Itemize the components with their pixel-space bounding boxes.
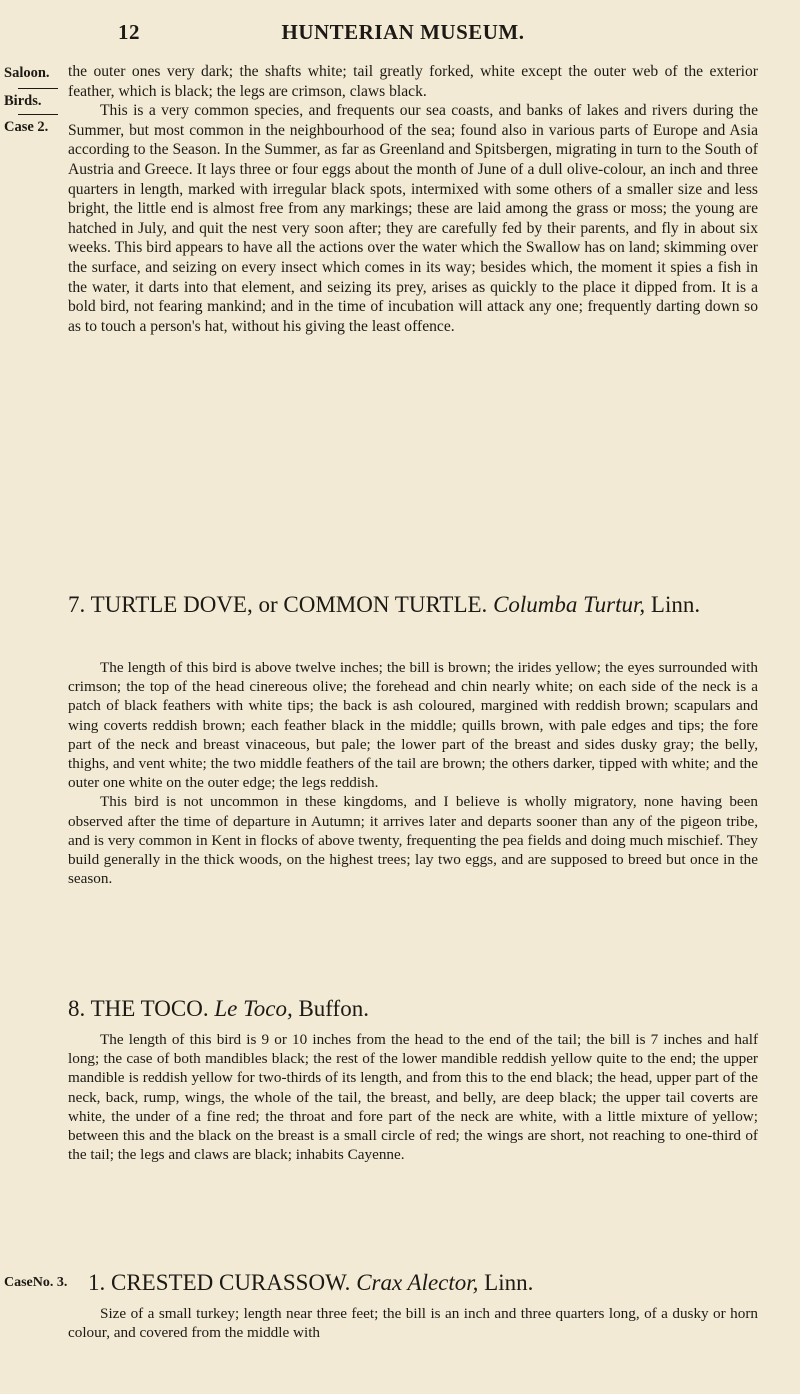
- page-number: 12: [118, 20, 140, 44]
- latin-name: Le Toco,: [214, 996, 293, 1021]
- paragraph: the outer ones very dark; the shafts white; tail greatly forked, white except the outer web of the exterior feather, which is black; the legs are crimson, claws black.: [68, 63, 758, 100]
- toco-description: [68, 1030, 758, 1164]
- species-6-description: [68, 62, 758, 336]
- paragraph: Size of a small turkey; length near three feet; the bill is an inch and three quarters long, of a dusky or horn colour, and covered from the middle with: [68, 1305, 758, 1342]
- page-header: [118, 20, 688, 50]
- heading-text: 1. CRESTED CURASSOW.: [88, 1270, 351, 1295]
- latin-name: Columba Turtur,: [493, 592, 646, 617]
- margin-note-case-number: CaseNo. 3.: [4, 1275, 68, 1290]
- margin-rule: [18, 88, 58, 89]
- turtle-dove-description: [68, 658, 758, 888]
- margin-rule: [18, 114, 58, 115]
- margin-note-birds: Birds.: [4, 93, 42, 109]
- latin-name: Crax Alector,: [356, 1270, 479, 1295]
- authority: Linn.: [484, 1270, 534, 1295]
- section-heading-turtle-dove: [68, 592, 768, 618]
- curassow-description: [68, 1304, 758, 1342]
- section-heading-curassow: [88, 1270, 788, 1296]
- paragraph: This bird is not uncommon in these kingdoms, and I believe is wholly migratory, none having been observed after the time of departure in Autumn; it arrives later and departs sooner than any of the pigeon tribe, and is very common in Kent in flocks of above twenty, frequenting the pea fields and doing much mischief. They build generally in the thick woods, on the highest trees; lay two eggs, and are supposed to breed but once in the season.: [68, 793, 758, 888]
- paragraph: The length of this bird is above twelve inches; the bill is brown; the irides yellow; the eyes surrounded with crimson; the top of the head cinereous olive; the forehead and chin nearly white; on each side of the neck is a patch of black feathers with white tips; the back is ash coloured, margined with reddish brown; scapulars and wing coverts reddish brown; each feather black in the middle; quills brown, with pale edges and tips; the fore part of the neck and breast vinaceous, but pale; the lower part of the breast and sides dusky gray; the belly, thighs, and vent white; the two middle feathers of the tail are brown; the others darker, tipped with white; and the outer one white on the outer edge; the legs reddish.: [68, 659, 758, 792]
- paragraph: The length of this bird is 9 or 10 inches from the head to the end of the tail; the bill is 7 inches and half long; the case of both mandibles black; the rest of the lower mandible reddish yellow quite to the end; the upper mandible is reddish yellow for two-thirds of its length, and from this to the end black; the head, upper part of the neck, back, rump, wings, the whole of the tail, the breast, and belly, are deep black; the upper tail coverts are white, the under of a fine red; the throat and fore part of the neck are white, with a little mixture of yellow; between this and the black on the breast is a small circle of red; the wings are short, not reaching to one-third of the tail; the legs and claws are black; inhabits Cayenne.: [68, 1031, 758, 1164]
- section-heading-toco: [68, 996, 768, 1022]
- margin-note-saloon: Saloon.: [4, 65, 50, 81]
- authority: Buffon.: [298, 996, 369, 1021]
- authority: Linn.: [650, 592, 701, 617]
- heading-text: 7. TURTLE DOVE, or COMMON TURTLE.: [68, 592, 488, 617]
- heading-text: 8. THE TOCO.: [68, 996, 209, 1021]
- running-title: HUNTERIAN MUSEUM.: [281, 20, 525, 44]
- paragraph: This is a very common species, and frequents our sea coasts, and banks of lakes and rivers during the Summer, but most common in the neighbourhood of the sea; found also in various parts of Europe and Asia according to the Season. In the Summer, as far as Greenland and Spitsbergen, migrating in turn to the South of Austria and Greece. It lays three or four eggs about the month of June of a dull olive-colour, an inch and three quarters in length, marked with irregular black spots, intermixed with some others of a smaller size and less bright, the little end is almost free from any markings; these are laid among the grass or moss; the young are hatched in July, and quit the nest very soon after; they are carefully fed by their parents, and fly in about six weeks. This bird appears to have all the actions over the water which the Swallow has on land; skimming over the surface, and seizing on every insect which comes in its way; besides which, the moment it spies a fish in the water, it darts into that element, and seizing its prey, arises as quickly to the place it dipped from. It is a bold bird, not fearing mankind; and in the time of incubation will attack any one; frequently darting down so as to touch a person's hat, without his giving the least offence.: [68, 102, 758, 335]
- margin-note-case: Case 2.: [4, 119, 49, 135]
